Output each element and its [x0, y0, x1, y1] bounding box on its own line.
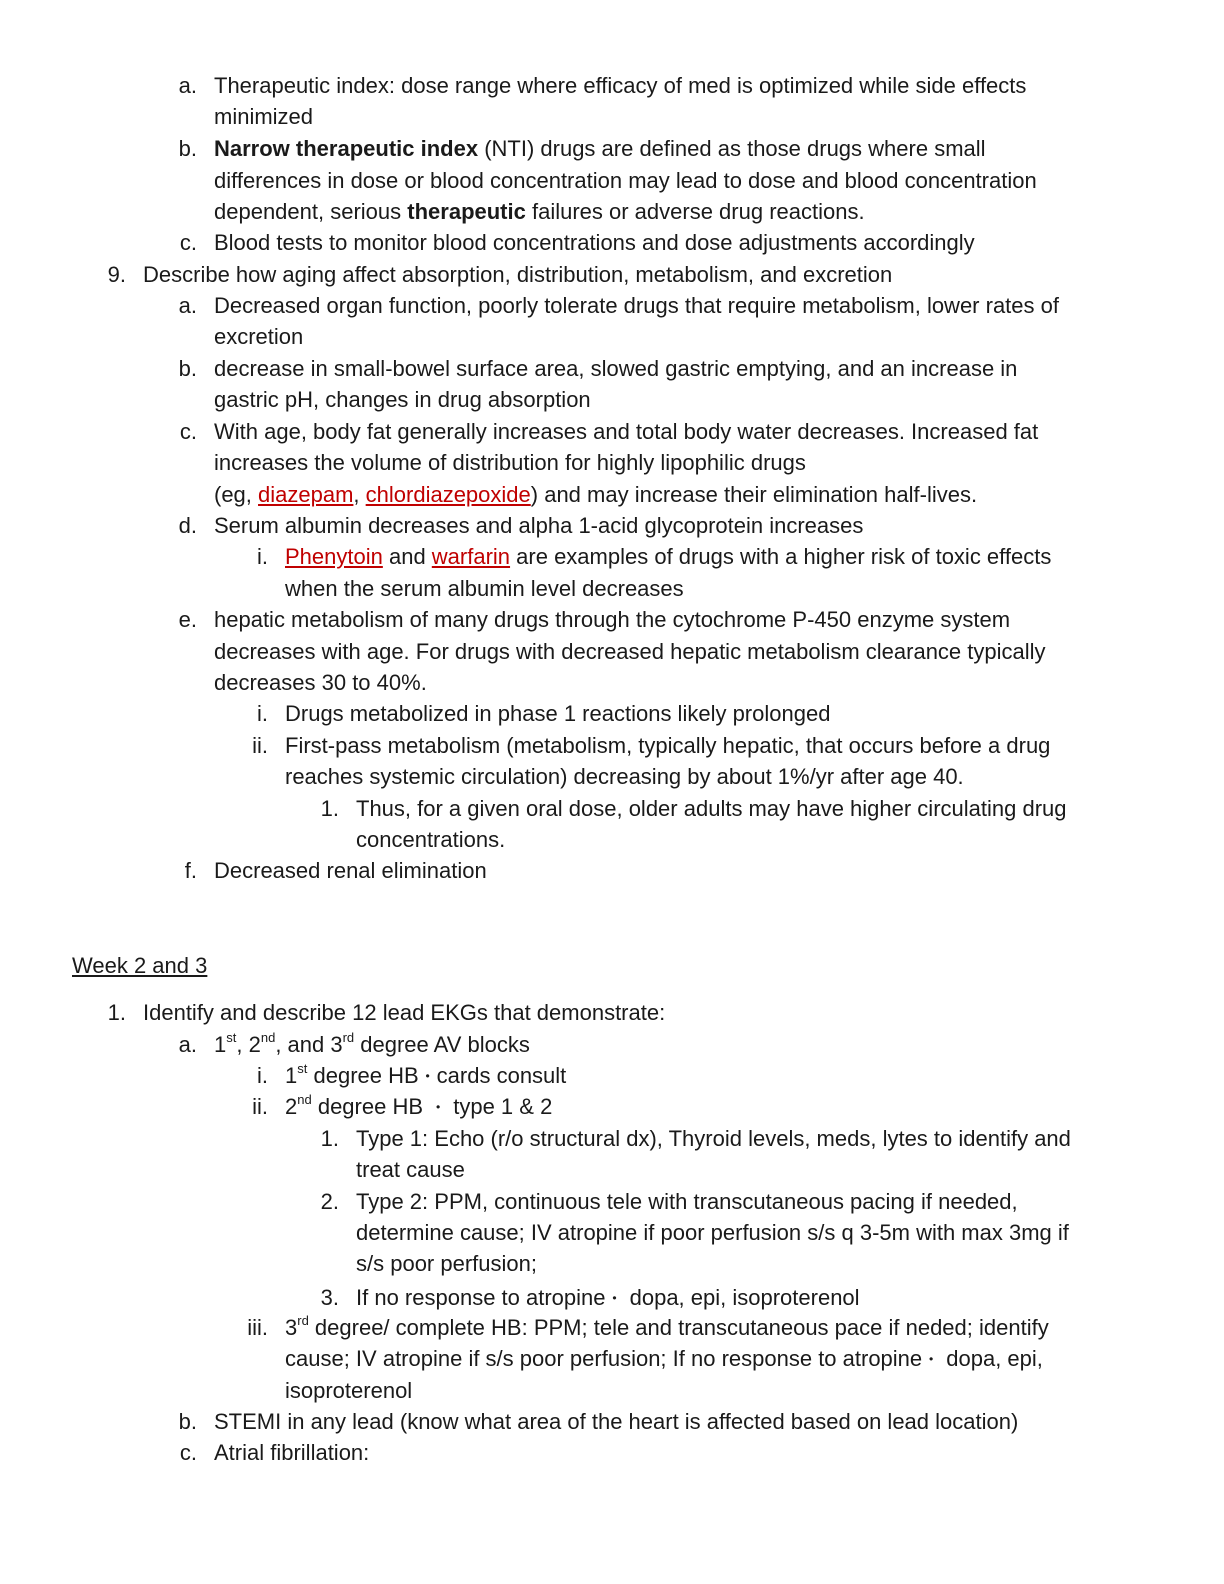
- list-item-text: Type 1: Echo (r/o structural dx), Thyroid levels, meds, lytes to identify and: [356, 1126, 1071, 1151]
- list-marker: 1.: [320, 1126, 339, 1151]
- list-item-text: reaches systemic circulation) decreasing by about 1%/yr after age 40.: [285, 764, 964, 789]
- list-item-text: isoproterenol: [285, 1378, 413, 1403]
- superscript: st: [226, 1029, 237, 1045]
- question-text: Describe how aging affect absorption, distribution, metabolism, and excretion: [143, 262, 893, 287]
- list-marker: a.: [178, 73, 197, 98]
- text-run: are examples of drugs with a higher risk of toxic effects: [510, 544, 1052, 569]
- text-run: cards consult: [436, 1063, 567, 1088]
- list-item-text: [214, 482, 977, 508]
- phenytoin-link[interactable]: Phenytoin: [285, 544, 383, 569]
- list-item-text: decreases 30 to 40%.: [214, 670, 427, 695]
- list-item-text: Therapeutic index: dose range where efficacy of med is optimized while side effects: [214, 73, 1027, 98]
- bold-term: Narrow therapeutic index: [214, 136, 479, 161]
- bold-term: therapeutic: [407, 199, 526, 224]
- list-marker: iii.: [247, 1315, 268, 1340]
- list-item-text: gastric pH, changes in drug absorption: [214, 387, 591, 412]
- list-marker: b.: [178, 136, 197, 161]
- chlordiazepoxide-link[interactable]: chlordiazepoxide: [365, 482, 531, 507]
- list-marker: ii.: [252, 733, 268, 758]
- week-heading: Week 2 and 3: [72, 953, 208, 978]
- text-run: dopa, epi,: [940, 1346, 1043, 1371]
- list-item-text: s/s poor perfusion;: [356, 1251, 537, 1276]
- list-marker: c.: [179, 1440, 197, 1465]
- list-item-text: [285, 1346, 1043, 1373]
- text-run: and: [382, 544, 432, 569]
- list-item-text: decrease in small-bowel surface area, slowed gastric emptying, and an increase in: [214, 356, 1018, 381]
- list-item-text: Decreased renal elimination: [214, 858, 487, 883]
- text-run: 1: [285, 1063, 298, 1088]
- list-marker: 1.: [107, 1000, 126, 1025]
- list-item-text: [285, 544, 1051, 570]
- list-marker: d.: [178, 513, 197, 538]
- list-marker: 1.: [320, 796, 339, 821]
- text-run: cause; IV atropine if s/s poor perfusion; If no response to atropine: [285, 1346, 923, 1371]
- list-item-text: differences in dose or blood concentration may lead to dose and blood concentration: [214, 168, 1037, 193]
- list-item-text: STEMI in any lead (know what area of the heart is affected based on lead location): [214, 1409, 1019, 1434]
- list-marker: a.: [178, 293, 197, 318]
- list-marker: 3.: [320, 1285, 339, 1310]
- list-item-text: With age, body fat generally increases and total body water decreases. Increased fat: [214, 419, 1039, 444]
- list-item-text: Thus, for a given oral dose, older adults may have higher circulating drug: [356, 796, 1067, 821]
- text-run: degree/ complete HB: PPM; tele and transcutaneous pace if neded; identify: [308, 1315, 1049, 1340]
- text-run: 2: [285, 1094, 298, 1119]
- text-run: (eg,: [214, 482, 259, 507]
- list-marker: b.: [178, 1409, 197, 1434]
- list-item-text: Atrial fibrillation:: [214, 1440, 370, 1465]
- bullet-dot-icon: ・: [922, 1350, 941, 1370]
- superscript: nd: [297, 1091, 312, 1107]
- list-marker: ii.: [252, 1094, 268, 1119]
- list-item-text: Decreased organ function, poorly tolerate drugs that require metabolism, lower rates of: [214, 293, 1059, 318]
- text-run: (NTI) drugs are defined as those drugs where small: [478, 136, 986, 161]
- list-item-text: [285, 1091, 553, 1121]
- list-marker: b.: [178, 356, 197, 381]
- list-marker: 2.: [320, 1189, 339, 1214]
- list-marker: i.: [257, 1063, 268, 1088]
- text-run: ,: [353, 482, 366, 507]
- diazepam-link[interactable]: diazepam: [258, 482, 354, 507]
- list-marker: a.: [178, 1032, 197, 1057]
- list-marker: c.: [179, 419, 197, 444]
- bullet-dot-icon: ・: [605, 1289, 624, 1309]
- list-item-text: [214, 136, 986, 162]
- bullet-dot-icon: ・: [429, 1098, 448, 1118]
- list-item-text: determine cause; IV atropine if poor perfusion s/s q 3-5m with max 3mg if: [356, 1220, 1069, 1245]
- text-run: dependent, serious: [214, 199, 408, 224]
- text-run: degree HB: [307, 1063, 419, 1088]
- list-marker: i.: [257, 701, 268, 726]
- list-item-text: when the serum albumin level decreases: [285, 576, 684, 601]
- list-marker: i.: [257, 544, 268, 569]
- superscript: nd: [260, 1029, 276, 1045]
- text-run: ) and may increase their elimination half-lives.: [530, 482, 978, 507]
- bullet-dot-icon: ・: [418, 1067, 437, 1087]
- list-marker: e.: [178, 607, 197, 632]
- list-item-text: Serum albumin decreases and alpha 1-acid glycoprotein increases: [214, 513, 864, 538]
- list-item-text: [356, 1285, 860, 1312]
- text-run: degree AV blocks: [354, 1032, 530, 1057]
- list-item-text: hepatic metabolism of many drugs through the cytochrome P-450 enzyme system: [214, 607, 1011, 632]
- list-item-text: First-pass metabolism (metabolism, typically hepatic, that occurs before a drug: [285, 733, 1051, 758]
- list-item-text: decreases with age. For drugs with decreased hepatic metabolism clearance typically: [214, 639, 1046, 664]
- list-item-text: Type 2: PPM, continuous tele with transcutaneous pacing if needed,: [356, 1189, 1018, 1214]
- list-item-text: treat cause: [356, 1157, 465, 1182]
- list-marker: f.: [184, 858, 197, 883]
- text-run: , 2: [236, 1032, 261, 1057]
- list-item-text: [214, 1029, 530, 1058]
- superscript: rd: [342, 1029, 355, 1045]
- text-run: 1: [214, 1032, 227, 1057]
- question-text: Identify and describe 12 lead EKGs that demonstrate:: [143, 1000, 666, 1025]
- warfarin-link[interactable]: warfarin: [431, 544, 511, 569]
- text-run: 3: [285, 1315, 298, 1340]
- list-item-text: excretion: [214, 324, 304, 349]
- list-item-text: minimized: [214, 104, 314, 129]
- list-item-text: concentrations.: [356, 827, 506, 852]
- list-item-text: [285, 1312, 1049, 1341]
- text-run: If no response to atropine: [356, 1285, 606, 1310]
- superscript: st: [297, 1060, 308, 1076]
- text-run: , and 3: [275, 1032, 343, 1057]
- text-run: degree HB: [311, 1094, 430, 1119]
- list-item-text: increases the volume of distribution for highly lipophilic drugs: [214, 450, 806, 475]
- list-item-text: Drugs metabolized in phase 1 reactions likely prolonged: [285, 701, 831, 726]
- text-run: failures or adverse drug reactions.: [525, 199, 865, 224]
- list-marker: 9.: [107, 262, 126, 287]
- list-item-text: [214, 199, 865, 225]
- text-run: dopa, epi, isoproterenol: [623, 1285, 860, 1310]
- list-item-text: [285, 1060, 567, 1090]
- list-item-text: Blood tests to monitor blood concentrations and dose adjustments accordingly: [214, 230, 975, 255]
- text-run: type 1 & 2: [447, 1094, 553, 1119]
- superscript: rd: [297, 1312, 309, 1328]
- list-marker: c.: [179, 230, 197, 255]
